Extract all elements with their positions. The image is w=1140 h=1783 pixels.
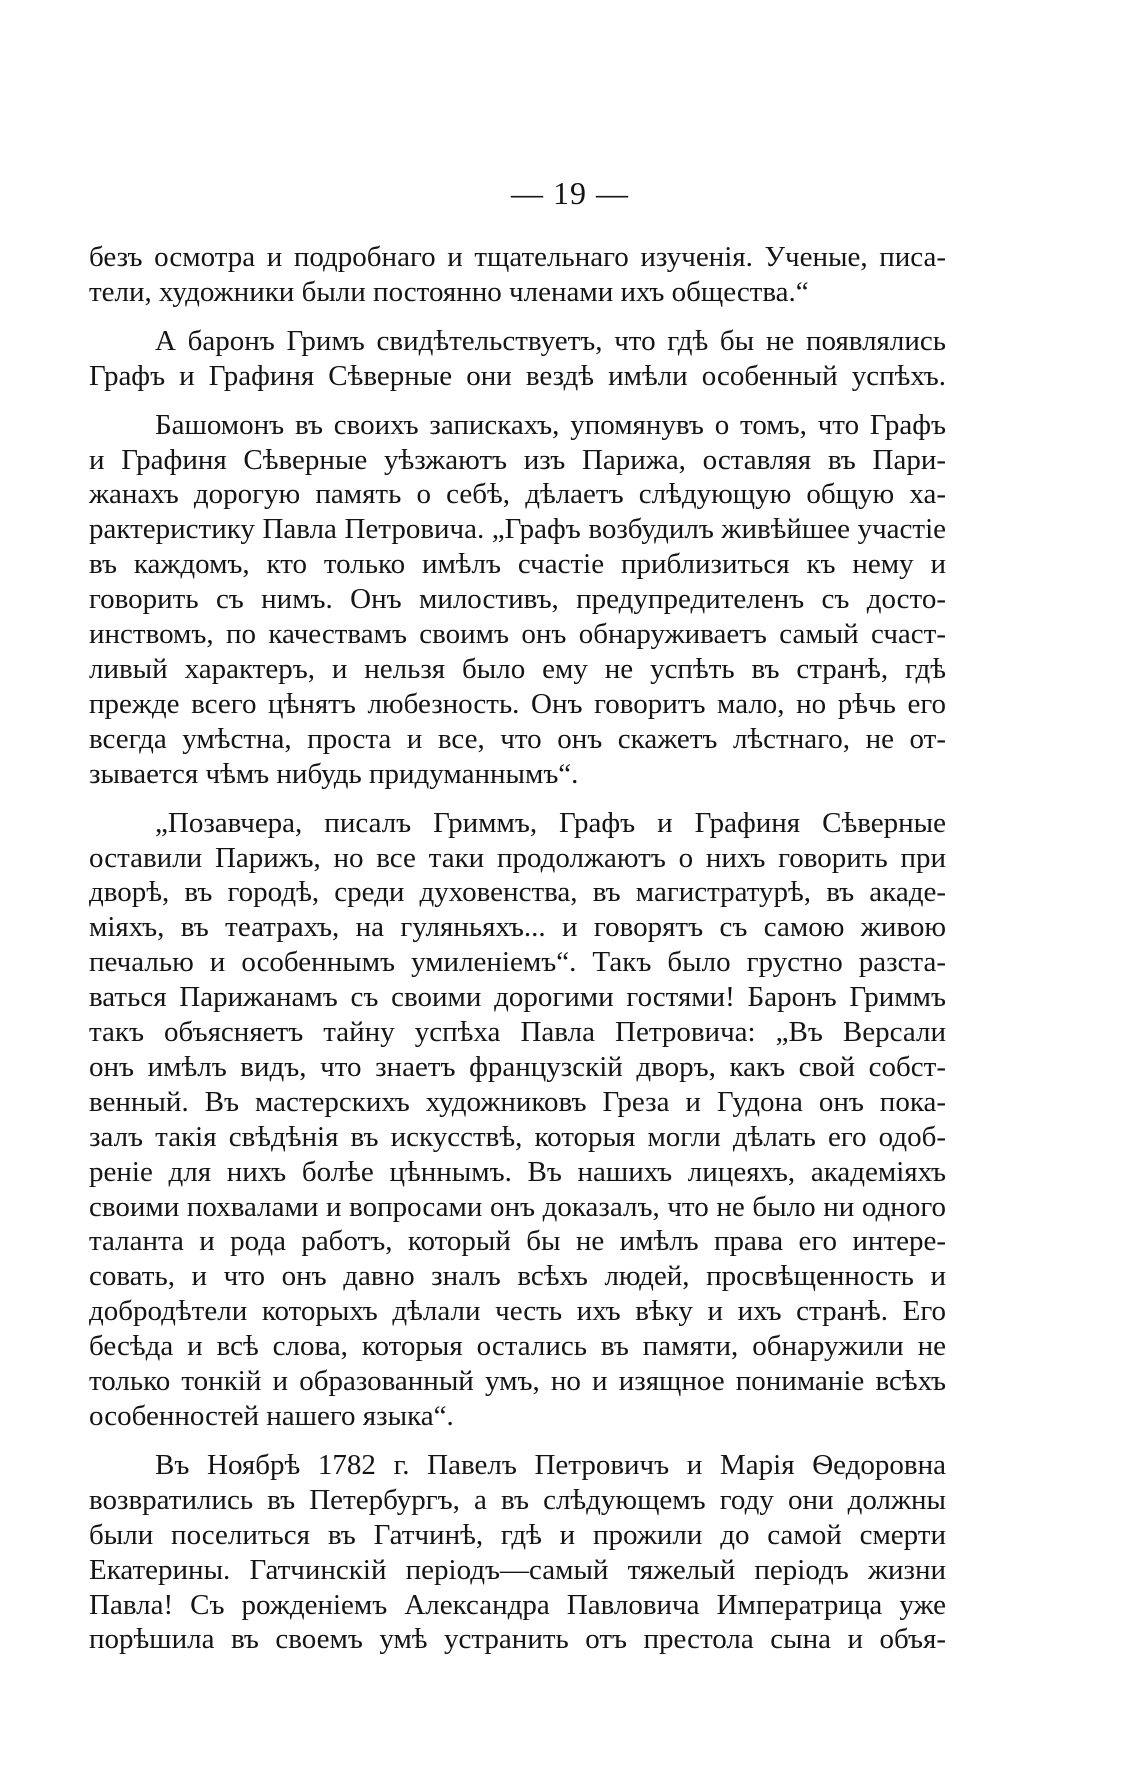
text-line: прежде всего цѣнятъ любезность. Онъ говоритъ мало, но рѣчь его bbox=[89, 687, 946, 720]
text-line: реніе для нихъ болѣе цѣннымъ. Въ нашихъ лицеяхъ, академіяхъ bbox=[89, 1155, 946, 1188]
text-line: „Позавчера, писалъ Гриммъ, Графъ и Графиня Сѣверные bbox=[155, 806, 946, 839]
text-line: Башомонъ въ своихъ запискахъ, упомянувъ о томъ, что Графъ bbox=[155, 408, 946, 441]
text-line: бесѣда и всѣ слова, которыя остались въ памяти, обнаружили не bbox=[89, 1330, 946, 1363]
text-line: инствомъ, по качествамъ своимъ онъ обнаруживаетъ самый счаст- bbox=[89, 618, 946, 651]
text-line: такъ объясняетъ тайну успѣха Павла Петровича: „Въ Версали bbox=[89, 1016, 946, 1049]
text-line: въ каждомъ, кто только имѣлъ счастіе приблизиться къ нему и bbox=[89, 548, 946, 581]
paragraph-4 bbox=[89, 806, 946, 1434]
text-line: ливый характеръ, и нельзя было ему не успѣть въ странѣ, гдѣ bbox=[89, 652, 946, 685]
text-line: залъ такія свѣдѣнія въ искусствѣ, которыя могли дѣлать его одоб- bbox=[89, 1120, 946, 1153]
text-line: міяхъ, въ театрахъ, на гуляньяхъ... и говорятъ съ самою живою bbox=[89, 911, 946, 944]
paragraph-5 bbox=[89, 1448, 946, 1657]
text-line: рактеристику Павла Петровича. „Графъ возбудилъ живѣйшее участіе bbox=[89, 513, 946, 546]
text-line: Въ Ноябрѣ 1782 г. Павелъ Петровичъ и Марія Ѳедоровна bbox=[155, 1448, 946, 1481]
text-line: А баронъ Гримъ свидѣтельствуетъ, что гдѣ бы не появлялись bbox=[155, 324, 946, 357]
text-line: совать, и что онъ давно зналъ всѣхъ людей, просвѣщенность и bbox=[89, 1260, 946, 1293]
paragraph-2 bbox=[89, 324, 946, 394]
text-line: безъ осмотра и подробнаго и тщательнаго изученія. Ученые, писа- bbox=[89, 241, 946, 273]
text-line: были поселиться въ Гатчинѣ, гдѣ и прожили до самой смерти bbox=[89, 1518, 946, 1551]
text-line: дворѣ, въ городѣ, среди духовенства, въ магистратурѣ, въ акаде- bbox=[89, 876, 946, 909]
text-line: своими похвалами и вопросами онъ доказалъ, что не было ни одного bbox=[89, 1190, 946, 1223]
text-line: Павла! Съ рожденіемъ Александра Павловича Императрица уже bbox=[89, 1588, 946, 1621]
paragraph-1 bbox=[89, 240, 946, 310]
text-line: онъ имѣлъ видъ, что знаетъ французскій дворъ, какъ свой собст- bbox=[89, 1050, 946, 1083]
text-line: порѣшила въ своемъ умѣ устранить отъ престола сына и объя- bbox=[89, 1623, 946, 1656]
text-line: таланта и рода работъ, который бы не имѣлъ права его интере- bbox=[89, 1225, 946, 1258]
text-line: и Графиня Сѣверные уѣзжаютъ изъ Парижа, оставляя въ Пари- bbox=[89, 443, 946, 476]
text-body bbox=[89, 240, 946, 1657]
text-line: всегда умѣстна, проста и все, что онъ скажетъ лѣстнаго, не от- bbox=[89, 722, 946, 755]
text-line: говорить съ нимъ. Онъ милостивъ, предупредителенъ съ досто- bbox=[89, 583, 946, 616]
page-number: — 19 — bbox=[511, 175, 629, 211]
text-line: особенностей нашего языка“. bbox=[89, 1400, 454, 1432]
text-line: зывается чѣмъ нибудь придуманнымъ“. bbox=[89, 757, 579, 790]
text-line: ваться Парижанамъ съ своими дорогими гостями! Баронъ Гриммъ bbox=[89, 981, 946, 1014]
text-line: венный. Въ мастерскихъ художниковъ Греза и Гудона онъ пока- bbox=[89, 1085, 946, 1118]
text-line: добродѣтели которыхъ дѣлали честь ихъ вѣку и ихъ странѣ. Его bbox=[89, 1295, 946, 1328]
text-line: Екатерины. Гатчинскій періодъ—самый тяжелый періодъ жизни bbox=[89, 1553, 946, 1586]
text-line: жанахъ дорогую память о себѣ, дѣлаетъ слѣдующую общую ха- bbox=[89, 478, 946, 511]
text-line: только тонкій и образованный умъ, но и изящное пониманіе всѣхъ bbox=[89, 1365, 946, 1398]
text-line: возвратились въ Петербургъ, а въ слѣдующемъ году они должны bbox=[89, 1483, 946, 1516]
text-line: печалью и особеннымъ умиленіемъ“. Такъ было грустно разста- bbox=[89, 946, 946, 979]
text-line: тели, художники были постоянно членами ихъ общества.“ bbox=[89, 275, 809, 308]
text-line: оставили Парижъ, но все таки продолжаютъ о нихъ говорить при bbox=[89, 841, 946, 874]
text-line: Графъ и Графиня Сѣверные они вездѣ имѣли особенный успѣхъ. bbox=[89, 359, 946, 392]
paragraph-3 bbox=[89, 408, 946, 792]
